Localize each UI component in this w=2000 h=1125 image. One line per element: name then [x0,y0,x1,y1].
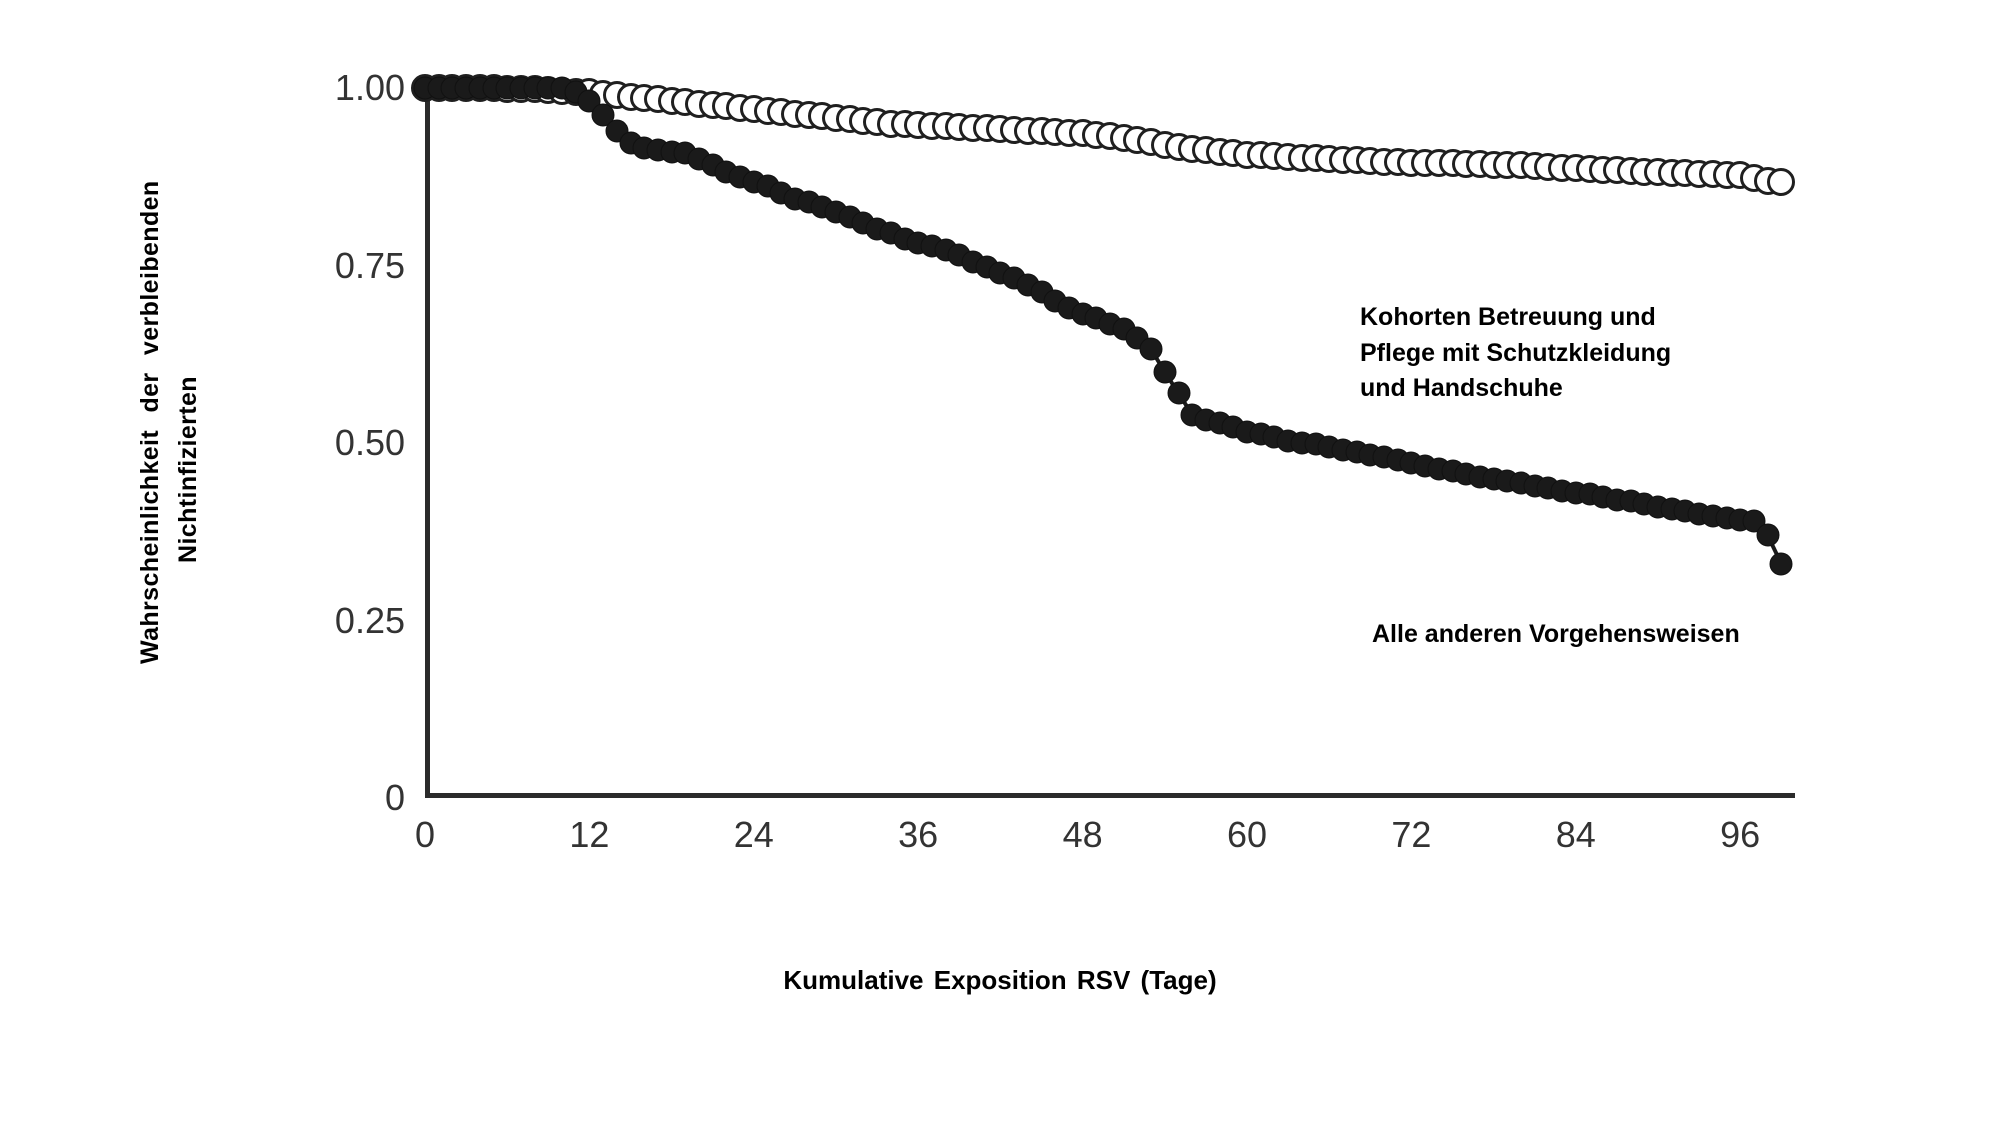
annotation-line: Kohorten Betreuung und [1360,303,1656,331]
x-tick-label: 12 [569,814,610,855]
series-line-paths [425,88,1795,798]
y-tick-label: 0.75 [334,244,405,286]
x-tick-label: 0 [414,814,436,855]
data-point-filled [1140,338,1163,361]
x-tick-label: 24 [733,814,774,855]
y-tick-label: 0 [384,777,405,818]
annotation-line: Pflege mit Schutzkleidung [1360,338,1672,367]
y-tick-label: 0.50 [334,422,405,463]
data-point-filled [1167,382,1190,405]
y-axis-title-line-2: Nichtinfizierten [174,376,202,564]
cohort-care-label [1360,300,1790,407]
y-tick-label: 1.00 [334,67,405,108]
y-axis-title-line-1: Wahrscheinlichkeit der verbleibenden [136,180,164,664]
plot-area [334,67,1795,855]
all-other-practices-label: Alle anderen Vorgehensweisen [1372,620,1740,648]
x-axis-title: Kumulative Exposition RSV (Tage) [783,965,1217,995]
data-point-filled [1756,524,1779,547]
x-tick-label: 48 [1062,814,1103,855]
y-tick-label: 0.25 [334,599,405,641]
x-tick-label: 36 [898,814,939,855]
data-point-open [1767,168,1795,196]
x-tick-label: 60 [1226,814,1268,855]
x-tick-label: 84 [1555,814,1596,855]
annotation-line: und Handschuhe [1360,374,1563,402]
x-tick-label: 72 [1391,814,1432,855]
x-tick-label: 96 [1720,814,1761,855]
data-point-filled [1770,552,1793,575]
data-point-filled [1153,361,1176,384]
y-axis-title [118,60,208,760]
